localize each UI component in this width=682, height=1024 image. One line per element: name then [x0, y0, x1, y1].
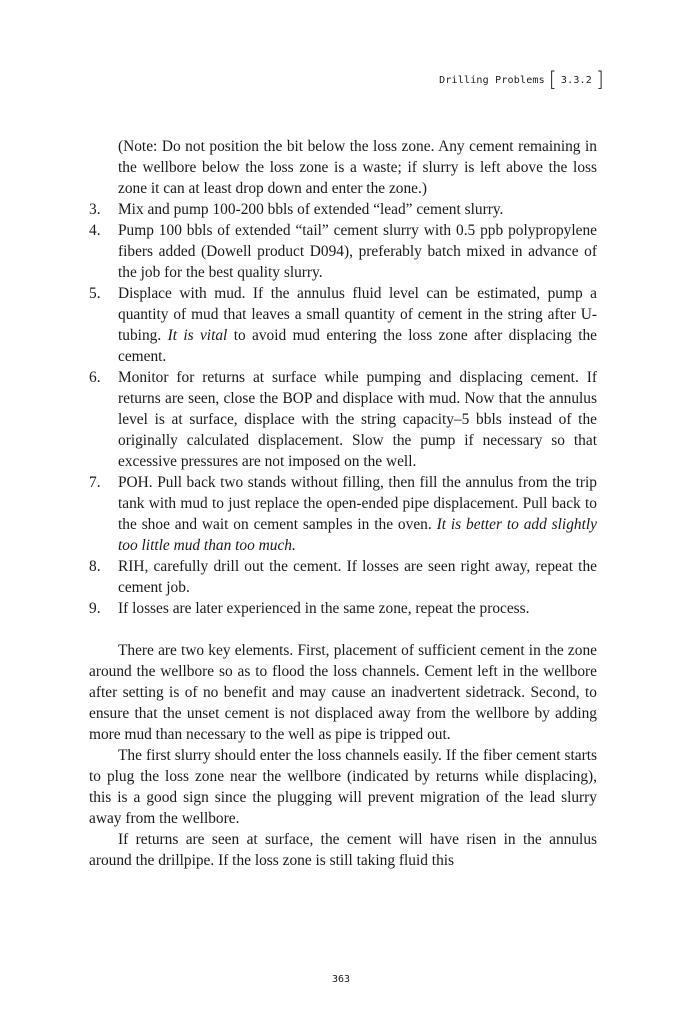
list-item	[89, 199, 597, 220]
procedure-steps-list	[89, 199, 597, 619]
step-text: Displace with mud. If the annulus fluid level can be estimated, pump a quantity of mud that leaves a small quantity of cement in the string after U- tubing.	[118, 285, 597, 344]
step-text: Monitor for returns at surface while pumping and displacing cement. If returns are seen, close the BOP and displace with mud. Now that the annulus level is at surface, displace with the string capacity–5 bbls instead of the originally calculated displacement. Slow the pump if necessary so that excessive pressures are not imposed on the well.	[118, 369, 597, 470]
body-text	[89, 136, 597, 871]
step-text: POH. Pull back two stands without filling, then fill the annulus from the trip tank with mud to just replace the open-ended pipe displacement. Pull back to the shoe and wait on cement samples in the oven.	[118, 474, 597, 533]
step-number: 4.	[89, 222, 101, 239]
step-emphasis: It is better to add slightly too little mud than too much.	[118, 516, 597, 554]
step-number: 8.	[89, 558, 101, 575]
page-number: 363	[331, 974, 351, 985]
body-paragraph: There are two key elements. First, placement of sufficient cement in the zone around the wellbore so as to flood the loss channels. Cement left in the wellbore after setting is of no benefit and may cause an inadvertent sidetrack. Second, to ensure that the unset cement is not displaced away from the wellbore by adding more mud than necessary to the well as pipe is tripped out.	[89, 642, 597, 743]
list-item	[89, 598, 597, 619]
step-text: If losses are later experienced in the same zone, repeat the process.	[118, 600, 530, 617]
list-item	[89, 220, 597, 283]
running-head-title: Drilling Problems	[439, 74, 545, 86]
body-paragraph: The first slurry should enter the loss channels easily. If the fiber cement starts to plug the loss zone near the wellbore (indicated by returns while displacing), this is a good sign since the plugging will prevent migration of the lead slurry away from the wellbore.	[89, 747, 597, 827]
note-paragraph: (Note: Do not position the bit below the loss zone. Any cement remaining in the wellbore below the loss zone is a waste; if slurry is left above the loss zone it can at least drop down and enter the zone.)	[118, 138, 597, 197]
step-number: 7.	[89, 474, 101, 491]
list-item	[89, 367, 597, 472]
body-paragraph: If returns are seen at surface, the cement will have risen in the annulus around the drillpipe. If the loss zone is still taking fluid this	[89, 831, 597, 869]
running-header	[439, 67, 608, 91]
step-number: 9.	[89, 600, 101, 617]
step-number: 5.	[89, 285, 101, 302]
list-item	[89, 472, 597, 556]
list-item	[89, 283, 597, 367]
section-bracket-open: [	[548, 67, 557, 91]
step-number: 3.	[89, 201, 101, 218]
step-text: Pump 100 bbls of extended “tail” cement slurry with 0.5 ppb polypropylene fibers added (Dowell product D094), preferably batch mixed in advance of the job for the best quality slurry.	[118, 222, 597, 281]
step-text-continued: to avoid mud entering the loss zone after displacing the cement.	[118, 327, 598, 365]
section-number: 3.3.2	[560, 74, 592, 86]
section-bracket-close: ]	[595, 67, 604, 91]
step-text: RIH, carefully drill out the cement. If losses are seen right away, repeat the cement job.	[118, 558, 597, 596]
step-emphasis: It is vital	[167, 327, 228, 344]
step-number: 6.	[89, 369, 101, 386]
list-item	[89, 556, 597, 598]
step-text: Mix and pump 100-200 bbls of extended “lead” cement slurry.	[118, 201, 504, 218]
